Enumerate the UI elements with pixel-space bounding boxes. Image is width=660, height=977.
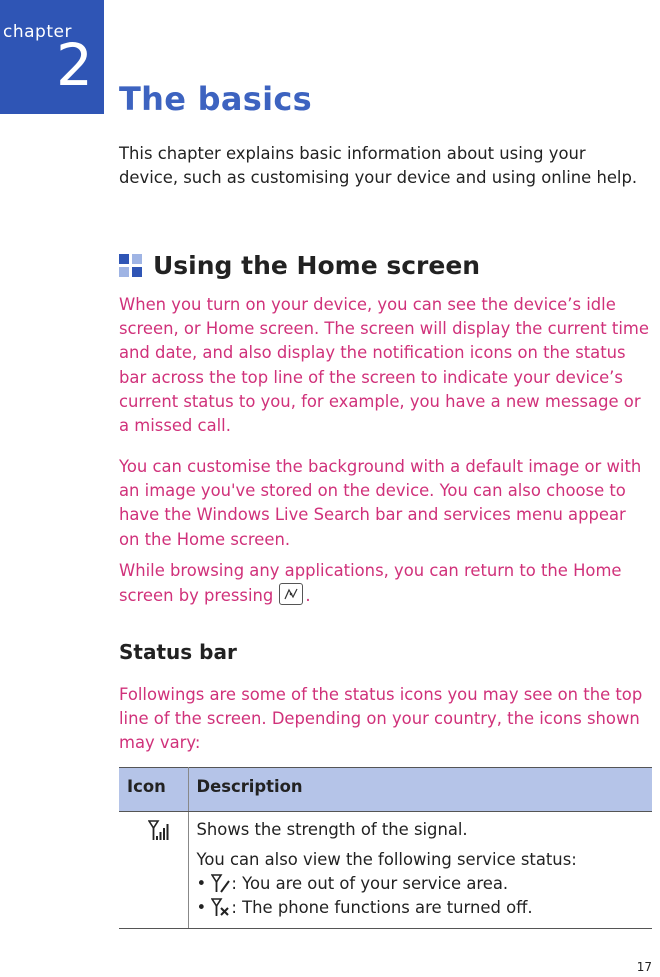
signal-strength-icon: [148, 827, 170, 846]
phone-off-icon: [211, 898, 231, 917]
browse-text-end: .: [305, 586, 311, 606]
home-screen-paragraph-1: When you turn on your device, you can see the device’s idle screen, or Home screen. The screen will display the current time and date, and also display the notification icons on the status bar across the top line of the screen to indicate your device’s current status to you, for example, you have a new message or a missed call.: [119, 295, 649, 436]
description-column-header: Description: [188, 768, 652, 812]
status-icons-table: [119, 767, 652, 929]
phone-off-text: : The phone functions are turned off.: [231, 898, 533, 917]
list-item: • : You are out of your service area.: [196, 874, 509, 893]
page-number: 17: [636, 960, 652, 974]
page-title: The basics: [119, 80, 312, 118]
description-cell: [188, 812, 652, 929]
table-header-row: [119, 768, 652, 812]
section-squares-icon: [119, 254, 142, 277]
no-service-icon: [211, 874, 231, 893]
status-bar-intro: Followings are some of the status icons you may see on the top line of the screen. Depending on your country, the icons shown may vary:: [119, 685, 643, 753]
home-screen-paragraph-3: [119, 559, 649, 608]
icon-cell: [119, 812, 188, 929]
section-title: Using the Home screen: [153, 251, 481, 280]
chapter-tab: [0, 0, 104, 114]
table-row: [119, 812, 652, 929]
status-bar-heading: Status bar: [119, 640, 237, 664]
home-key-icon: [279, 583, 303, 605]
section-heading: [119, 251, 480, 280]
no-service-text: : You are out of your service area.: [231, 874, 509, 893]
browse-text: While browsing any applications, you can return to the Home screen by pressing: [119, 561, 622, 606]
chapter-intro: This chapter explains basic information about using your device, such as customising your device and using online help.: [119, 144, 638, 187]
icon-column-header: Icon: [119, 768, 188, 812]
chapter-number: 2: [56, 31, 93, 99]
signal-description: Shows the strength of the signal.: [196, 820, 468, 839]
list-item: • : The phone functions are turned off.: [196, 898, 533, 917]
home-screen-paragraph-2: You can customise the background with a default image or with an image you've stored on the device. You can also choose to have the Windows Live Search bar and services menu appear on the Home screen.: [119, 457, 642, 549]
service-status-intro: You can also view the following service status:: [196, 850, 577, 869]
chapter-label: chapter: [3, 22, 72, 42]
